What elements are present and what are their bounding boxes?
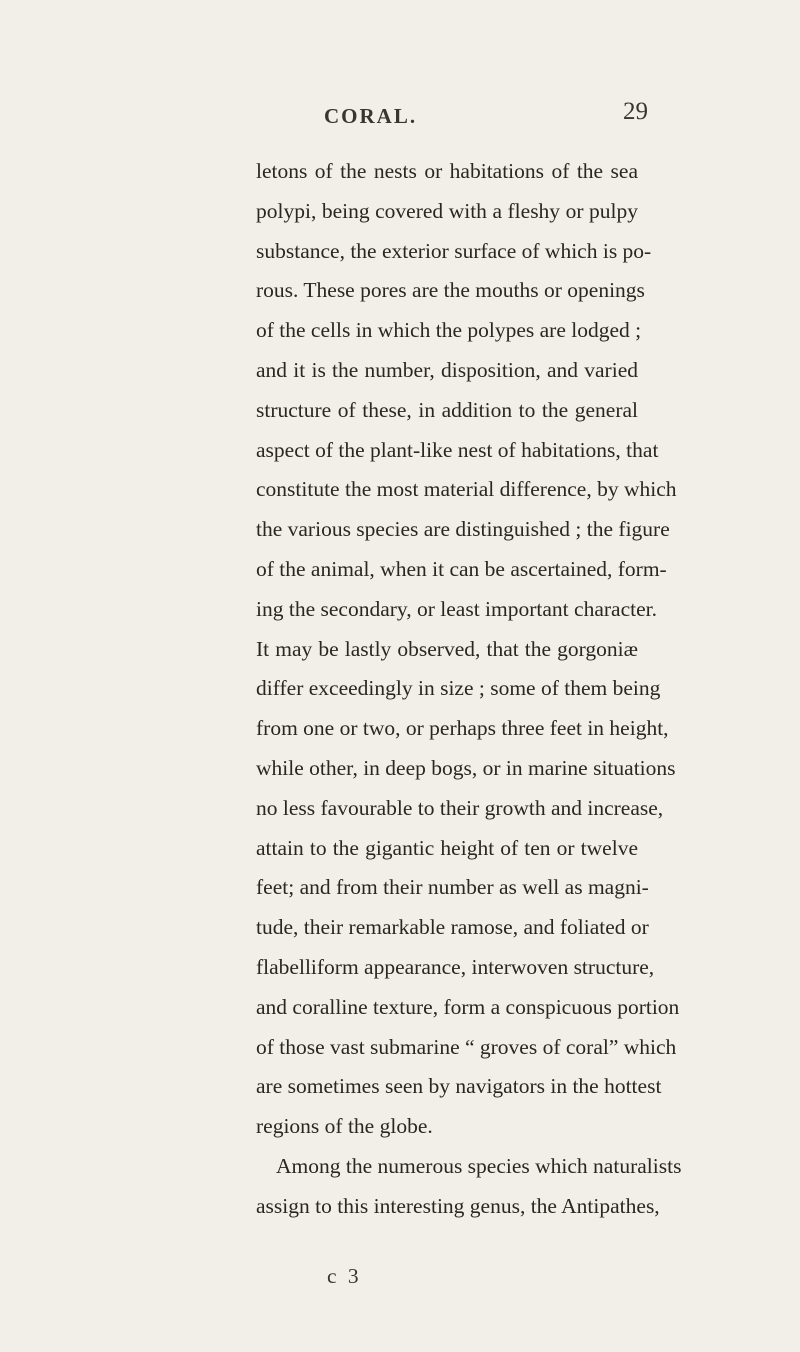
body-text bbox=[256, 152, 682, 1227]
text-line: while other, in deep bogs, or in marine situations bbox=[256, 755, 676, 780]
text-line: ing the secondary, or least important character. bbox=[256, 596, 657, 621]
page-number: 29 bbox=[623, 98, 648, 125]
text-line: the various species are distinguished ; the figure bbox=[256, 517, 670, 542]
running-title: CORAL. bbox=[324, 104, 418, 128]
text-line: structure of these, in addition to the general bbox=[256, 397, 638, 422]
text-line: of the cells in which the polypes are lodged ; bbox=[256, 318, 642, 343]
text-line: flabelliform appearance, interwoven structure, bbox=[256, 954, 655, 979]
text-line: constitute the most material difference, by which bbox=[256, 477, 677, 502]
text-line: of the animal, when it can be ascertained, form- bbox=[256, 556, 667, 581]
signature-mark: c 3 bbox=[327, 1264, 362, 1288]
text-line: letons of the nests or habitations of the sea bbox=[256, 159, 638, 183]
text-line: tude, their remarkable ramose, and foliated or bbox=[256, 915, 649, 940]
text-line: regions of the globe. bbox=[256, 1114, 433, 1139]
text-line: no less favourable to their growth and increase, bbox=[256, 795, 664, 820]
text-line: are sometimes seen by navigators in the hottest bbox=[256, 1074, 662, 1099]
text-line: substance, the exterior surface of which is po- bbox=[256, 238, 652, 263]
text-line: and it is the number, disposition, and varied bbox=[256, 357, 638, 382]
running-head bbox=[0, 96, 800, 136]
text-line: polypi, being covered with a fleshy or pulpy bbox=[256, 198, 638, 223]
text-line: aspect of the plant-like nest of habitations, that bbox=[256, 437, 659, 462]
text-line: rous. These pores are the mouths or openings bbox=[256, 278, 645, 303]
text-line: of those vast submarine “ groves of coral” which bbox=[256, 1034, 677, 1059]
text-line: feet; and from their number as well as magni- bbox=[256, 875, 649, 900]
text-line: from one or two, or perhaps three feet in height, bbox=[256, 716, 669, 741]
text-line: It may be lastly observed, that the gorgoniæ bbox=[256, 636, 638, 661]
text-line: attain to the gigantic height of ten or twelve bbox=[256, 835, 638, 860]
text-line: and coralline texture, form a conspicuous portion bbox=[256, 994, 680, 1019]
text-line: assign to this interesting genus, the Antipathes, bbox=[256, 1193, 660, 1218]
text-line: differ exceedingly in size ; some of them being bbox=[256, 676, 661, 701]
text-line: Among the numerous species which naturalists bbox=[276, 1153, 682, 1178]
